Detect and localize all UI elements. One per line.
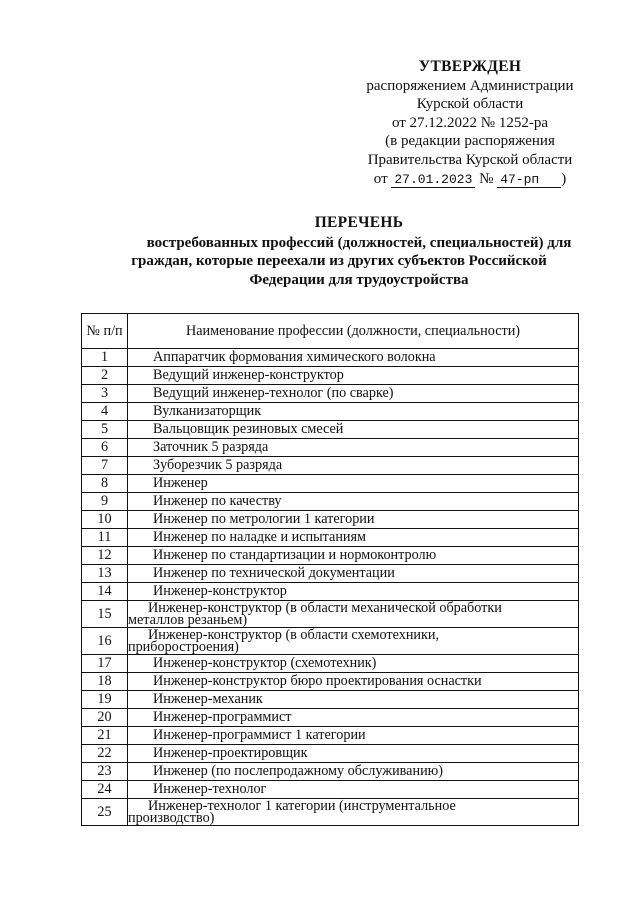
row-num: 17 (82, 655, 128, 673)
row-num: 2 (82, 367, 128, 385)
row-name: Инженер (по послепродажному обслуживанию) (128, 763, 579, 781)
table-row (82, 529, 579, 547)
title-heading: ПЕРЕЧЕНЬ (314, 214, 404, 231)
table-row (82, 565, 579, 583)
table-row (82, 709, 579, 727)
row-num: 19 (82, 691, 128, 709)
amendment-date-line (340, 170, 600, 190)
table-row (82, 727, 579, 745)
row-num: 4 (82, 403, 128, 421)
document-title (120, 214, 598, 289)
row-name: Аппаратчик формования химического волокна (128, 349, 579, 367)
table-row (82, 547, 579, 565)
row-name-line-1: Инженер-конструктор (в области механической обработки (148, 600, 502, 616)
row-name-line-1: Инженер-конструктор (в области схемотехники, (148, 627, 440, 643)
row-name: Инженер по метрологии 1 категории (128, 511, 579, 529)
row-num: 5 (82, 421, 128, 439)
table-row (82, 349, 579, 367)
approval-line-3: от 27.12.2022 № 1252-ра (391, 114, 549, 131)
table-row (82, 763, 579, 781)
row-name: Инженер (128, 475, 579, 493)
row-name (128, 799, 579, 826)
table-row (82, 745, 579, 763)
date-prefix: от (373, 170, 388, 187)
row-num: 8 (82, 475, 128, 493)
row-num: 24 (82, 781, 128, 799)
table-row (82, 781, 579, 799)
table-row (82, 367, 579, 385)
row-num: 21 (82, 727, 128, 745)
table-row (82, 439, 579, 457)
row-name: Инженер-программист (128, 709, 579, 727)
row-num: 3 (82, 385, 128, 403)
table-row (82, 457, 579, 475)
row-name: Вулканизаторщик (128, 403, 579, 421)
table-row (82, 673, 579, 691)
table-row (82, 511, 579, 529)
row-name: Зуборезчик 5 разряда (128, 457, 579, 475)
row-num: 7 (82, 457, 128, 475)
table-row (82, 583, 579, 601)
row-num: 6 (82, 439, 128, 457)
row-num: 15 (82, 601, 128, 628)
row-name: Вальцовщик резиновых смесей (128, 421, 579, 439)
row-num: 25 (82, 799, 128, 826)
approval-line-2: Курской области (416, 96, 524, 113)
approval-line-5: Правительства Курской области (367, 151, 573, 168)
approval-line-4: (в редакции распоряжения (385, 133, 555, 150)
col-name-header: Наименование профессии (должности, специальности) (128, 314, 579, 349)
table-row (82, 691, 579, 709)
table-header (82, 314, 579, 349)
row-name: Инженер по стандартизации и нормоконтролю (128, 547, 579, 565)
row-name: Инженер по качеству (128, 493, 579, 511)
table-row (82, 628, 579, 655)
row-name: Заточник 5 разряда (128, 439, 579, 457)
table-row (82, 421, 579, 439)
row-name: Инженер-конструктор бюро проектирования оснастки (128, 673, 579, 691)
row-name-line-2: приборостроения) (128, 639, 239, 655)
amendment-date: 27.01.2023 (391, 172, 475, 188)
col-num-header: № п/п (82, 314, 128, 349)
table-row (82, 385, 579, 403)
row-num: 14 (82, 583, 128, 601)
row-num: 10 (82, 511, 128, 529)
row-name: Инженер-механик (128, 691, 579, 709)
title-line-1: востребованных профессий (должностей, специальностей) для (146, 234, 572, 251)
table-row (82, 493, 579, 511)
row-name-line-2: металлов резаньем) (128, 612, 248, 628)
table-row (82, 475, 579, 493)
row-num: 23 (82, 763, 128, 781)
row-name: Инженер-проектировщик (128, 745, 579, 763)
title-line-2: граждан, которые переехали из других субъектов Российской (131, 253, 547, 269)
row-name: Ведущий инженер-технолог (по сварке) (128, 385, 579, 403)
row-name: Инженер-конструктор (схемотехник) (128, 655, 579, 673)
approval-heading: УТВЕРЖДЕН (418, 58, 522, 75)
row-num: 16 (82, 628, 128, 655)
row-num: 9 (82, 493, 128, 511)
table-row (82, 655, 579, 673)
number-prefix: № (479, 170, 494, 187)
row-name: Инженер-технолог (128, 781, 579, 799)
table-row (82, 403, 579, 421)
row-num: 1 (82, 349, 128, 367)
row-num: 13 (82, 565, 128, 583)
row-name: Ведущий инженер-конструктор (128, 367, 579, 385)
amendment-number: 47-рп (497, 172, 561, 188)
approval-stamp (340, 58, 600, 189)
row-num: 18 (82, 673, 128, 691)
row-num: 12 (82, 547, 128, 565)
row-num: 11 (82, 529, 128, 547)
row-name-line-2: производство) (128, 810, 215, 826)
table-row (82, 799, 579, 826)
title-line-3: Федерации для трудоустройства (249, 271, 469, 288)
row-name (128, 628, 579, 655)
row-num: 20 (82, 709, 128, 727)
approval-line-1: распоряжением Администрации (366, 77, 574, 94)
row-name: Инженер-программист 1 категории (128, 727, 579, 745)
professions-table (81, 313, 579, 826)
row-name (128, 601, 579, 628)
closing-paren: ) (561, 170, 567, 187)
table-row (82, 601, 579, 628)
row-name: Инженер по технической документации (128, 565, 579, 583)
row-name: Инженер по наладке и испытаниям (128, 529, 579, 547)
row-num: 22 (82, 745, 128, 763)
row-name: Инженер-конструктор (128, 583, 579, 601)
row-name-line-1: Инженер-технолог 1 категории (инструментальное (148, 798, 456, 814)
